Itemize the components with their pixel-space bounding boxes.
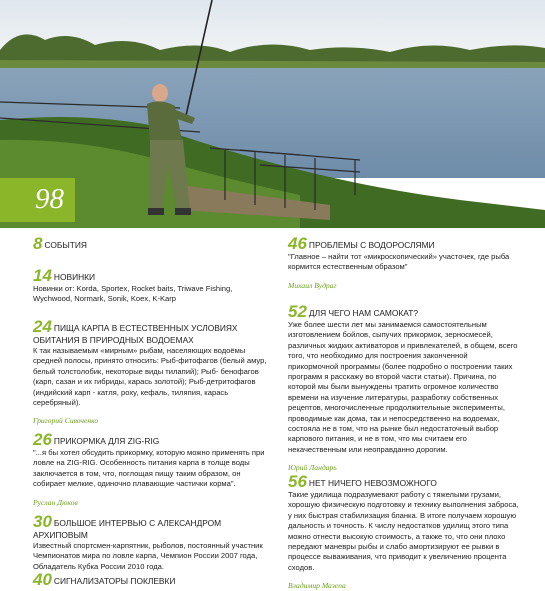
toc-item[interactable] xyxy=(288,304,520,472)
toc-item[interactable] xyxy=(33,572,268,588)
toc-author: Владимир Мазепа xyxy=(288,581,346,591)
toc-heading: НЕТ НИЧЕГО НЕВОЗМОЖНОГО xyxy=(308,478,437,488)
toc-heading: НОВИНКИ xyxy=(53,272,96,282)
toc-author: Руслан Дюков xyxy=(33,497,78,507)
toc-item[interactable] xyxy=(33,236,268,252)
toc-item[interactable] xyxy=(33,432,268,507)
page-number: 98 xyxy=(35,183,64,215)
page-number-box xyxy=(0,178,75,222)
toc-author: Михаил Вудраг xyxy=(288,280,337,290)
toc-text: К так называемым «мирным» рыбам, населяющих водоёмы средней полосы, принято относить: Рыб-фитофагов (белый амур, белый толстолобик, некоторые виды тилапий); Рыб- бенофагов (карп, сазан и их гибриды, карась золотой); Рыб-детритофагов (индийский карп - катля, рохy, кефаль, тиляпия, карась серебряный). xyxy=(33,346,267,408)
toc-item[interactable] xyxy=(33,268,268,305)
toc-page-number: 30 xyxy=(33,512,52,531)
toc-page-number: 8 xyxy=(33,234,43,253)
toc-heading: СИГНАЛИЗАТОРЫ ПОКЛЕВКИ xyxy=(53,576,176,586)
toc-page-number: 24 xyxy=(33,317,52,336)
toc-text: "Главное – найти тот «микроскопический» участочек, где рыба кормится естественным образом" xyxy=(288,252,510,272)
toc-page-number: 26 xyxy=(33,430,52,449)
toc-heading: ПРИКОРМКА ДЛЯ ZIG-RIG xyxy=(53,436,160,446)
toc-text: Уже более шести лет мы занимаемся самостоятельным изготовлением бойлов, сыпучих прикормок, зерносмесей, различных жидких активаторов и привлекателей, в общем, всего того, что необходимо для построения законченной прикормочной программы (более подробно о построении таких программ я расскажу во второй части статьи). Причина, по которой мы были вынуждены тратить огромное количество времени на изучение литературы, разработку собственных рецептов, многочисленные продолжительные эксперименты, проводимые как дома, так и непосредственно на водоемах, состояла не в том, что на рынке был недостаточный выбор карпового питания, и не в том, что мы считаем его некачественным или неоправданно дорогим. xyxy=(288,320,518,454)
toc-author: Григорий Сивоченко xyxy=(33,416,99,426)
toc-page-number: 40 xyxy=(33,570,52,589)
toc-heading: ПРОБЛЕМЫ С ВОДОРОСЛЯМИ xyxy=(308,240,435,250)
toc-item[interactable] xyxy=(288,236,520,290)
toc-text: Новинки от: Korda, Sportex, Rocket baits, Triwave Fishing, Wychwood, Normark, Sonik, Koex, K-Karp xyxy=(33,284,233,304)
toc-page-number: 56 xyxy=(288,472,307,491)
toc-text: Такие удилища подразумевают работу с тяжелыми грузами, хорошую физическую подготовку и технику выполнения заброса, у них быстрая стабилизация бланка. В итоге получаем хорошую дальность и точность. К числу недостатков удилищ этого типа можно отнести высокую стоимость, а также то, что они плохо передают маневры рыбы и слабо амортизируют ее рывки в процессе вываживания, что приводит к увеличению процента сходов. xyxy=(288,490,519,572)
toc-page-number: 52 xyxy=(288,302,307,321)
toc-text: Известный спортсмен-карпятник, рыболов, постоянный участник Чемпионатов мира по ловле карпа, Чемпион России 2007 года, Обладатель Кубка России 2010 года. xyxy=(33,541,263,571)
toc-text: "...я бы хотел обсудить прикормку, которую можно применять при ловле на ZIG-RIG. Особенность питания карпа в толще воды заключается в том, что, поглощая пищу таким образом, он собирает мелкие, одиночно плавающие частички корма". xyxy=(33,448,265,489)
toc-page-number: 46 xyxy=(288,234,307,253)
toc-item[interactable] xyxy=(288,474,520,590)
toc-heading: ДЛЯ ЧЕГО НАМ САМОКАТ? xyxy=(308,308,418,318)
lake-scene-image xyxy=(0,0,545,228)
toc-item[interactable] xyxy=(33,514,268,572)
toc-item[interactable] xyxy=(33,319,268,425)
toc-author: Юрий Ландарь xyxy=(288,463,337,473)
toc-page-number: 14 xyxy=(33,266,52,285)
toc-heading: ПИЩА КАРПА В ЕСТЕСТВЕННЫХ УСЛОВИЯХ ОБИТАНИЯ В ПРИРОДНЫХ ВОДОЕМАХ xyxy=(33,323,238,345)
toc-heading: БОЛЬШОЕ ИНТЕРВЬЮ С АЛЕКСАНДРОМ АРХИПОВЫМ xyxy=(33,518,222,540)
toc-heading: СОБЫТИЯ xyxy=(44,240,87,250)
fishing-photo xyxy=(0,0,545,228)
